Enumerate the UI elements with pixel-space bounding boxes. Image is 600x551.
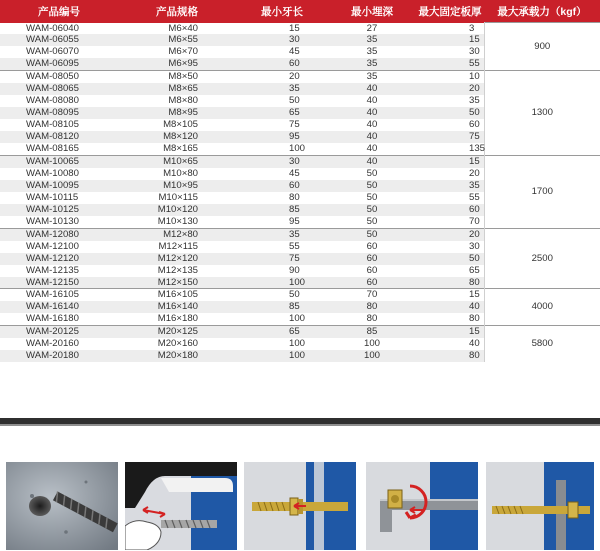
min-thread-cell: 20 [236, 71, 328, 83]
max-plate-cell: 135 [416, 143, 484, 155]
min-embed-cell: 27 [328, 23, 416, 35]
max-plate-cell: 80 [416, 313, 484, 325]
min-thread-cell: 65 [236, 326, 328, 338]
min-thread-cell: 100 [236, 350, 328, 362]
header-spec: 产品规格 [118, 0, 236, 23]
spec-cell: M6×95 [118, 58, 236, 70]
max-load-cell: 5800 [484, 326, 600, 362]
product-code-cell: WAM-10080 [0, 168, 118, 180]
max-load-cell: 1700 [484, 155, 600, 228]
product-code-cell: WAM-10125 [0, 204, 118, 216]
spec-cell: M12×150 [118, 277, 236, 289]
max-plate-cell: 50 [416, 107, 484, 119]
spec-cell: M20×125 [118, 326, 236, 338]
min-thread-cell: 55 [236, 241, 328, 253]
product-code-cell: WAM-10115 [0, 192, 118, 204]
table-body [0, 23, 600, 363]
product-code-cell: WAM-20180 [0, 350, 118, 362]
product-code-cell: WAM-16140 [0, 301, 118, 313]
min-embed-cell: 60 [328, 265, 416, 277]
min-thread-cell: 100 [236, 313, 328, 325]
min-embed-cell: 50 [328, 204, 416, 216]
max-load-cell: 4000 [484, 289, 600, 326]
max-plate-cell: 15 [416, 326, 484, 338]
spec-cell: M16×105 [118, 289, 236, 301]
max-plate-cell: 30 [416, 241, 484, 253]
max-plate-cell: 40 [416, 338, 484, 350]
spec-cell: M16×140 [118, 301, 236, 313]
min-thread-cell: 100 [236, 277, 328, 289]
max-plate-cell: 40 [416, 301, 484, 313]
spec-cell: M16×180 [118, 313, 236, 325]
max-plate-cell: 15 [416, 289, 484, 301]
table-row [0, 228, 600, 240]
min-embed-cell: 40 [328, 131, 416, 143]
spec-cell: M20×160 [118, 338, 236, 350]
product-code-cell: WAM-06070 [0, 46, 118, 58]
max-plate-cell: 75 [416, 131, 484, 143]
spec-cell: M8×80 [118, 95, 236, 107]
spec-cell: M12×115 [118, 241, 236, 253]
product-code-cell: WAM-20125 [0, 326, 118, 338]
product-code-cell: WAM-12150 [0, 277, 118, 289]
min-embed-cell: 50 [328, 228, 416, 240]
max-plate-cell: 65 [416, 265, 484, 277]
max-plate-cell: 55 [416, 58, 484, 70]
max-plate-cell: 15 [416, 155, 484, 167]
min-thread-cell: 45 [236, 168, 328, 180]
max-plate-cell: 35 [416, 95, 484, 107]
max-plate-cell: 80 [416, 277, 484, 289]
min-thread-cell: 85 [236, 204, 328, 216]
table-row [0, 71, 600, 83]
product-code-cell: WAM-08080 [0, 95, 118, 107]
product-code-cell: WAM-08065 [0, 83, 118, 95]
min-thread-cell: 95 [236, 216, 328, 228]
min-embed-cell: 60 [328, 277, 416, 289]
product-code-cell: WAM-08105 [0, 119, 118, 131]
min-thread-cell: 60 [236, 58, 328, 70]
max-plate-cell: 30 [416, 46, 484, 58]
min-thread-cell: 80 [236, 192, 328, 204]
max-plate-cell: 55 [416, 192, 484, 204]
min-thread-cell: 35 [236, 83, 328, 95]
spec-cell: M8×95 [118, 107, 236, 119]
min-embed-cell: 80 [328, 301, 416, 313]
insert-anchor-icon [125, 462, 237, 550]
product-code-cell: WAM-08050 [0, 71, 118, 83]
header-max-load: 最大承载力（kgf） [484, 0, 600, 23]
max-plate-cell: 20 [416, 83, 484, 95]
min-thread-cell: 30 [236, 155, 328, 167]
min-embed-cell: 60 [328, 253, 416, 265]
spec-cell: M6×70 [118, 46, 236, 58]
product-code-cell: WAM-10065 [0, 155, 118, 167]
min-thread-cell: 15 [236, 23, 328, 35]
min-embed-cell: 50 [328, 168, 416, 180]
min-embed-cell: 85 [328, 326, 416, 338]
max-plate-cell: 50 [416, 253, 484, 265]
product-code-cell: WAM-12080 [0, 228, 118, 240]
max-plate-cell: 20 [416, 168, 484, 180]
product-code-cell: WAM-10130 [0, 216, 118, 228]
max-plate-cell: 60 [416, 119, 484, 131]
min-thread-cell: 45 [236, 46, 328, 58]
min-embed-cell: 100 [328, 338, 416, 350]
min-thread-cell: 35 [236, 228, 328, 240]
spec-cell: M8×50 [118, 71, 236, 83]
min-embed-cell: 40 [328, 95, 416, 107]
tighten-nut-icon [366, 462, 478, 550]
spec-cell: M8×65 [118, 83, 236, 95]
min-thread-cell: 95 [236, 131, 328, 143]
spec-cell: M8×165 [118, 143, 236, 155]
header-min-thread: 最小牙长 [236, 0, 328, 23]
product-code-cell: WAM-20160 [0, 338, 118, 350]
min-embed-cell: 40 [328, 119, 416, 131]
min-thread-cell: 100 [236, 143, 328, 155]
product-code-cell: WAM-08165 [0, 143, 118, 155]
max-plate-cell: 20 [416, 228, 484, 240]
max-plate-cell: 35 [416, 180, 484, 192]
spec-cell: M12×135 [118, 265, 236, 277]
spec-cell: M10×120 [118, 204, 236, 216]
min-embed-cell: 60 [328, 241, 416, 253]
min-embed-cell: 35 [328, 46, 416, 58]
min-thread-cell: 30 [236, 34, 328, 46]
product-code-cell: WAM-12120 [0, 253, 118, 265]
product-code-cell: WAM-06055 [0, 34, 118, 46]
spec-cell: M12×120 [118, 253, 236, 265]
max-load-cell: 2500 [484, 228, 600, 289]
min-embed-cell: 35 [328, 34, 416, 46]
table-row [0, 155, 600, 167]
min-embed-cell: 50 [328, 192, 416, 204]
max-plate-cell: 3 [416, 23, 484, 35]
spec-cell: M10×130 [118, 216, 236, 228]
min-thread-cell: 50 [236, 289, 328, 301]
header-max-plate: 最大固定板厚 [416, 0, 484, 23]
min-embed-cell: 50 [328, 180, 416, 192]
spec-cell: M8×105 [118, 119, 236, 131]
spec-cell: M10×95 [118, 180, 236, 192]
max-load-cell: 900 [484, 23, 600, 71]
min-thread-cell: 75 [236, 253, 328, 265]
spec-cell: M12×80 [118, 228, 236, 240]
min-thread-cell: 65 [236, 107, 328, 119]
drilled-hole-photo-icon [6, 462, 118, 550]
min-embed-cell: 40 [328, 83, 416, 95]
max-load-cell: 1300 [484, 71, 600, 156]
min-thread-cell: 85 [236, 301, 328, 313]
min-embed-cell: 80 [328, 313, 416, 325]
max-plate-cell: 60 [416, 204, 484, 216]
min-embed-cell: 50 [328, 216, 416, 228]
table-row [0, 326, 600, 338]
anchor-bolt-icon [244, 462, 356, 550]
product-code-cell: WAM-12100 [0, 241, 118, 253]
min-embed-cell: 100 [328, 350, 416, 362]
min-embed-cell: 40 [328, 107, 416, 119]
section-divider-shadow [0, 424, 600, 426]
max-plate-cell: 10 [416, 71, 484, 83]
product-code-cell: WAM-08120 [0, 131, 118, 143]
spec-cell: M6×55 [118, 34, 236, 46]
max-plate-cell: 80 [416, 350, 484, 362]
max-plate-cell: 70 [416, 216, 484, 228]
min-embed-cell: 40 [328, 143, 416, 155]
product-code-cell: WAM-10095 [0, 180, 118, 192]
table-row [0, 289, 600, 301]
min-embed-cell: 40 [328, 155, 416, 167]
product-code-cell: WAM-06040 [0, 23, 118, 35]
spec-cell: M10×65 [118, 155, 236, 167]
product-code-cell: WAM-12135 [0, 265, 118, 277]
table-row [0, 23, 600, 35]
min-thread-cell: 90 [236, 265, 328, 277]
spec-cell: M8×120 [118, 131, 236, 143]
spec-cell: M10×115 [118, 192, 236, 204]
max-plate-cell: 15 [416, 34, 484, 46]
min-thread-cell: 100 [236, 338, 328, 350]
min-thread-cell: 50 [236, 95, 328, 107]
min-thread-cell: 75 [236, 119, 328, 131]
table-header [0, 0, 600, 23]
min-embed-cell: 35 [328, 71, 416, 83]
product-code-cell: WAM-06095 [0, 58, 118, 70]
product-code-cell: WAM-16180 [0, 313, 118, 325]
min-thread-cell: 60 [236, 180, 328, 192]
header-product-code: 产品编号 [0, 0, 118, 23]
product-code-cell: WAM-08095 [0, 107, 118, 119]
product-code-cell: WAM-16105 [0, 289, 118, 301]
anchored-steel-icon [486, 462, 594, 550]
spec-cell: M6×40 [118, 23, 236, 35]
spec-cell: M10×80 [118, 168, 236, 180]
min-embed-cell: 35 [328, 58, 416, 70]
spec-cell: M20×180 [118, 350, 236, 362]
header-min-embed: 最小埋深 [328, 0, 416, 23]
min-embed-cell: 70 [328, 289, 416, 301]
